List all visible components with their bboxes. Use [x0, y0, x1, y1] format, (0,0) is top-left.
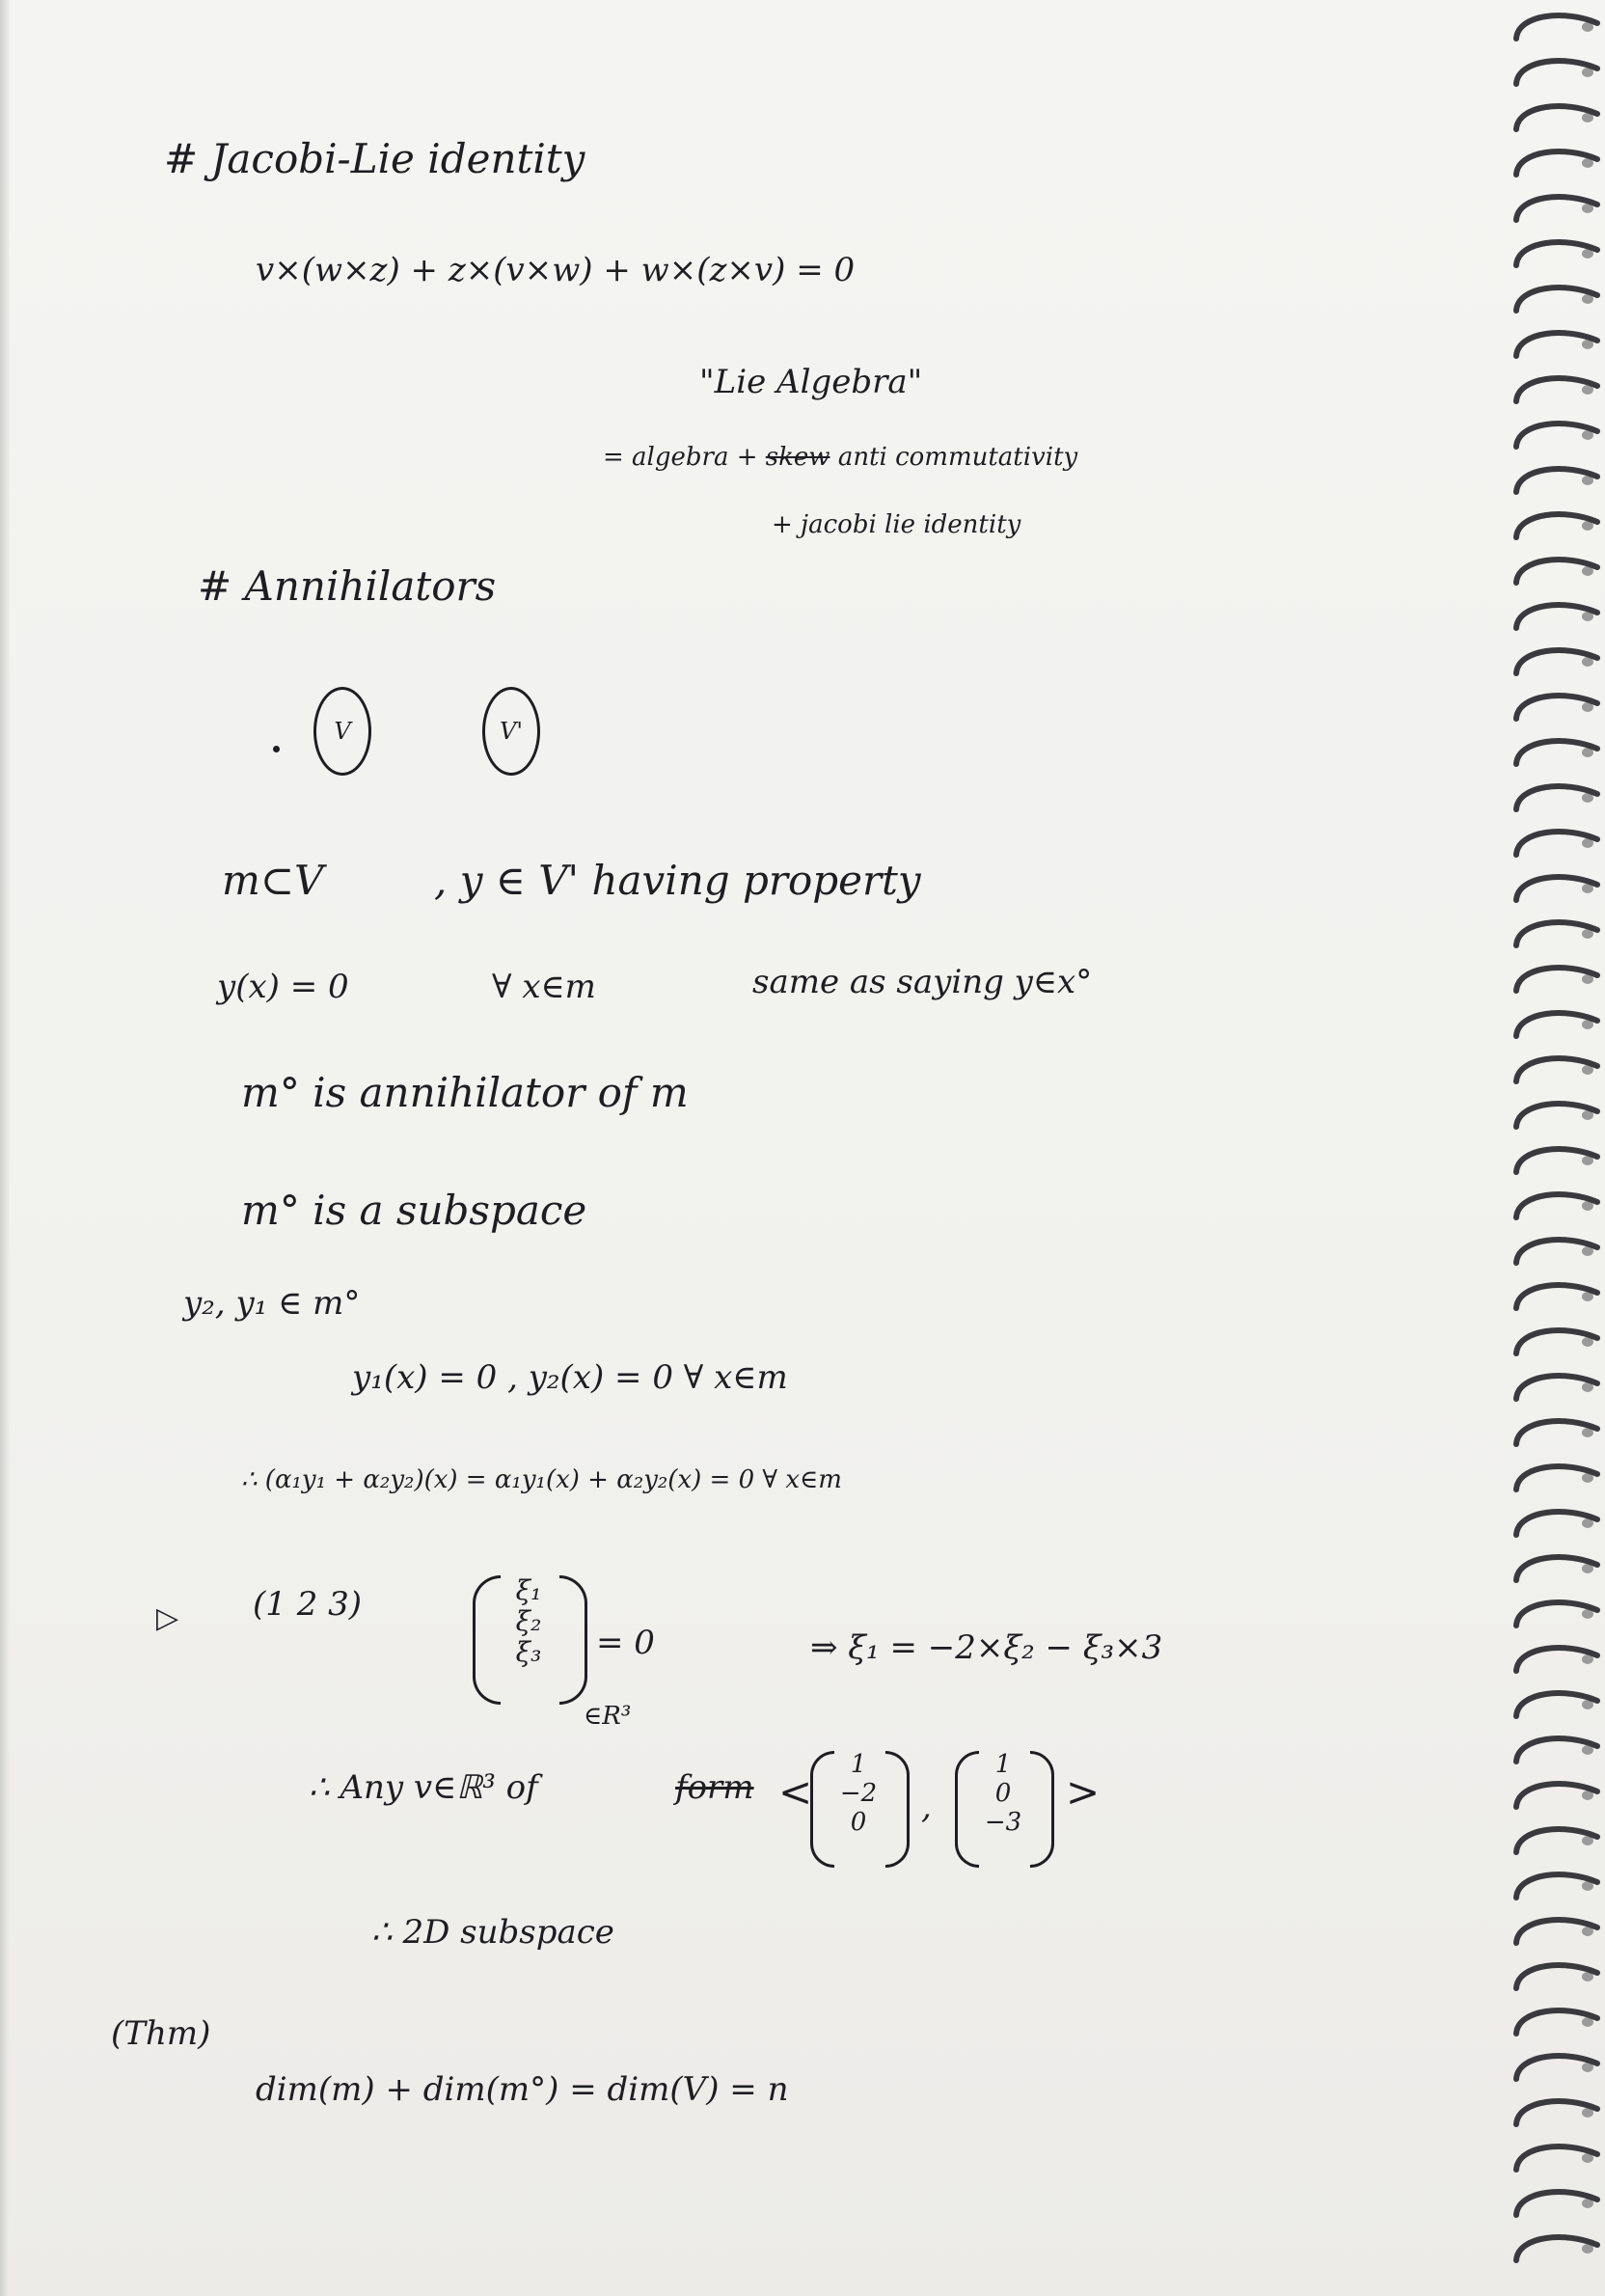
line-forall-x: ∀ x∈m [492, 968, 596, 1006]
lie-def-prefix: = algebra + [603, 443, 758, 472]
row-vector: (1 2 3) [253, 1585, 363, 1624]
basis2-entry: −3 [984, 1807, 1022, 1837]
solution-xi1: ⇒ ξ₁ = −2×ξ₂ − ξ₃×3 [810, 1628, 1163, 1667]
lie-def-struck: skew [765, 443, 830, 472]
line-having-property: , y ∈ V' having property [434, 857, 921, 904]
two-d-subspace: ∴ 2D subspace [371, 1913, 614, 1952]
space-v-prime-label: V' [500, 718, 523, 745]
equals-zero: = 0 [596, 1624, 655, 1662]
heading-jacobi: # Jacobi-Lie identity [164, 135, 585, 182]
space-v-prime-circle [482, 687, 540, 776]
jacobi-equation: v×(w×z) + z×(v×w) + w×(z×v) = 0 [256, 251, 856, 289]
dimension-formula: dim(m) + dim(m°) = dim(V) = n [256, 2070, 789, 2109]
space-v-label: V [334, 718, 351, 745]
line-yx-zero: y(x) = 0 [217, 968, 349, 1006]
line-linear-combination: ∴ (α₁y₁ + α₂y₂)(x) = α₁y₁(x) + α₂y₂(x) = 0 ∀ x∈m [241, 1465, 842, 1494]
basis2-entry: 1 [994, 1750, 1012, 1779]
line-y2-y1: y₂, y₁ ∈ m° [183, 1284, 361, 1323]
col-entry: ξ₁ [515, 1574, 542, 1606]
column-paren-left [473, 1575, 501, 1705]
lie-definition-line1 [603, 444, 1077, 472]
basis1-entry: 1 [850, 1750, 867, 1779]
line-annihilator-def: m° is annihilator of m [241, 1069, 689, 1116]
line-subspace: m° is a subspace [241, 1187, 587, 1234]
bullet-dot [273, 746, 280, 752]
lie-algebra-title: "Lie Algebra" [699, 363, 923, 401]
lie-definition-line2: + jacobi lie identity [772, 510, 1021, 539]
in-r3: ∈R³ [584, 1702, 632, 1731]
basis2-paren-left [955, 1751, 979, 1868]
space-v-circle [313, 687, 371, 776]
arrow-bullet-icon: ▷ [156, 1601, 179, 1635]
page-edge [0, 0, 10, 2296]
basis-vector-2 [978, 1751, 1028, 1838]
line-same-as: same as saying y∈x° [752, 963, 1093, 1001]
basis2-paren-right [1030, 1751, 1054, 1868]
basis1-paren-left [810, 1751, 834, 1868]
col-entry: ξ₃ [515, 1636, 542, 1669]
line-m-subset-v: m⊂V [222, 857, 324, 904]
any-v-struck: form [675, 1768, 754, 1807]
line-y1-y2-zero: y₁(x) = 0 , y₂(x) = 0 ∀ x∈m [352, 1358, 788, 1397]
spiral-binding [1499, 0, 1605, 2296]
lie-def-rest: anti commutativity [837, 443, 1078, 472]
column-vector [503, 1575, 554, 1669]
theorem-label: (Thm) [111, 2014, 211, 2053]
any-v-statement: ∴ Any v∈ℝ³ of [309, 1768, 538, 1807]
basis1-entry: 0 [850, 1807, 867, 1837]
basis2-entry: 0 [994, 1778, 1012, 1808]
basis-vector-1 [833, 1751, 884, 1838]
basis1-entry: −2 [839, 1778, 878, 1808]
column-paren-right [559, 1575, 587, 1705]
basis1-paren-right [885, 1751, 910, 1868]
col-entry: ξ₂ [515, 1605, 542, 1638]
span-close: > [1066, 1768, 1101, 1816]
span-open: < [778, 1768, 813, 1816]
basis-comma: , [921, 1788, 932, 1826]
heading-annihilators: # Annihilators [198, 562, 497, 610]
